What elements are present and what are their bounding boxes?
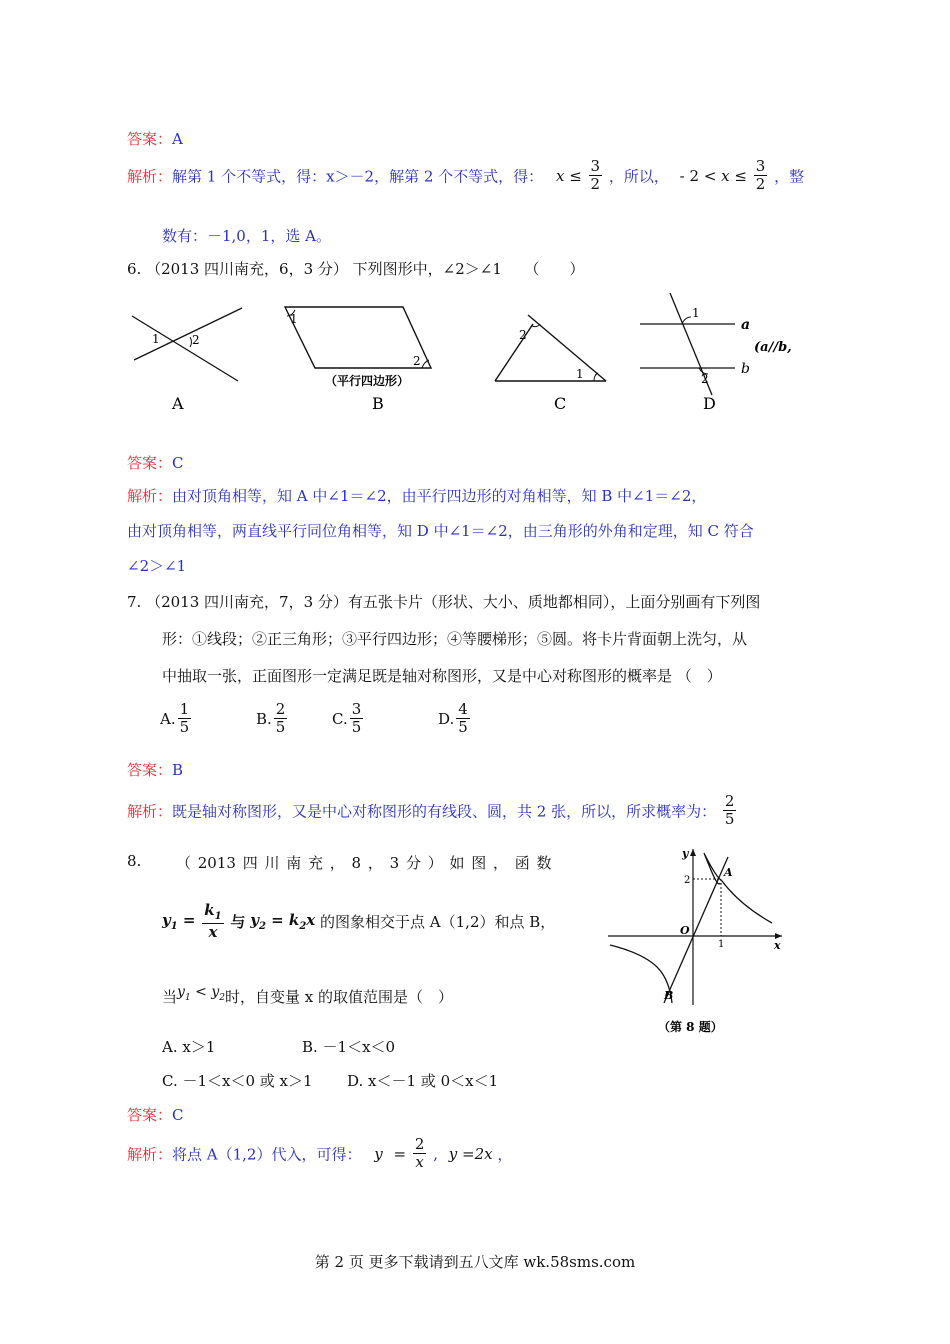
answer-label: 答案：: [127, 761, 173, 779]
q6-analysis-line2: 由对顶角相等，两直线平行同位角相等，知 D 中∠1＝∠2，由三角形的外角和定理，知 C 符合: [127, 522, 754, 540]
fig-label-d: D: [703, 394, 716, 413]
math-x: x ≤: [555, 166, 582, 185]
parallelogram-caption: （平行四边形）: [325, 374, 410, 388]
graph-tick-1: 1: [718, 939, 725, 950]
math-minus2: - 2 <: [679, 166, 717, 185]
graph-caption: （第 8 题）: [658, 1020, 723, 1034]
analysis-text: 既是轴对称图形，又是中心对称图形的有线段、圆，共 2 张，所以，所求概率为：: [172, 802, 717, 821]
q7-option-b: B. $\frac{2}{5}$: [256, 700, 286, 737]
analysis-label: 解析：: [127, 802, 173, 821]
line-b-label: b: [741, 361, 750, 377]
q8-option-b: B. －1＜x＜0: [302, 1038, 396, 1056]
answer-value: B: [172, 761, 184, 779]
analysis-label: 解析：: [127, 167, 173, 186]
q7-answer: [127, 759, 183, 780]
q8-header: （ 2013 四 川 南 充 ， 8 ， 3 分 ） 如 图 ， 函 数: [176, 854, 552, 872]
figure-d: [640, 293, 792, 413]
fig-b-angle2: 2: [413, 354, 421, 368]
q6-analysis-line1: [127, 485, 706, 506]
q8-line2-rest: 的图象相交于点 A（1,2）和点 B，: [320, 912, 556, 931]
q5-analysis: [127, 158, 804, 194]
line-a-label: a: [741, 317, 751, 333]
fig-label-a: A: [172, 394, 184, 413]
q6-question: 6. （2013 四川南充，6，3 分） 下列图形中，∠2＞∠1 （ ）: [127, 260, 585, 278]
q6-figures: [120, 285, 820, 420]
q8-analysis: 解析：将点 A（1,2）代入，可得： y = $\frac{2}{x}$ , y =2x ，: [127, 1135, 513, 1172]
q7-option-d: D. $\frac{4}{5}$: [438, 700, 468, 737]
fig-label-c: C: [554, 394, 567, 413]
graph-origin: O: [680, 924, 690, 937]
fig-c-angle2: 2: [519, 328, 527, 342]
answer-value: A: [172, 130, 183, 148]
q8-option-a: A. x＞1: [162, 1038, 216, 1056]
graph-point-b: B: [664, 989, 674, 1002]
analysis-text: 将点 A（1,2）代入，可得：: [172, 1145, 362, 1164]
q7-analysis: [127, 793, 738, 829]
eq1-fraction: $\frac{2}{x}$: [414, 1135, 425, 1172]
q8-graph: [600, 843, 800, 1043]
analysis-text: 解第 1 个不等式，得：x＞－2，解第 2 个不等式，得：: [172, 167, 544, 186]
analysis-text: 由对顶角相等，知 A 中∠1＝∠2，由平行四边形的对角相等，知 B 中∠1＝∠2，: [172, 487, 707, 505]
parallel-note: (a//b,: [754, 340, 792, 355]
q8-number: 8.: [127, 852, 142, 870]
q7-option-c: C. $\frac{3}{5}$: [332, 700, 362, 737]
page-footer: 第 2 页 更多下载请到五八文库 wk.58sms.com: [314, 1253, 636, 1271]
k1-over-x: $\frac{k_1}{x}$: [204, 901, 222, 941]
fig-label-b: B: [372, 394, 384, 413]
fraction-3-2: $\frac{3}{2}$: [590, 157, 601, 194]
fig-a-angle2: 2: [192, 333, 200, 347]
answer-value: C: [172, 454, 184, 472]
answer-label: 答案：: [127, 454, 173, 472]
graph-y-label: y: [682, 847, 689, 860]
fig-d-angle1: 1: [692, 306, 700, 320]
q6-answer: [127, 452, 184, 473]
fig-d-angle2: 2: [701, 372, 709, 386]
q7-option-a: A. $\frac{1}{5}$: [160, 700, 190, 737]
fraction-3-2b: $\frac{3}{2}$: [755, 157, 766, 194]
q7-line2: 形：①线段；②正三角形；③平行四边形；④等腰梯形；⑤圆。将卡片背面朝上洗匀，从: [162, 630, 748, 648]
fig-a-angle1: 1: [152, 332, 160, 346]
q5-answer: [127, 128, 183, 149]
q8-option-d: D. x＜－1 或 0＜x＜1: [347, 1072, 499, 1090]
q8-line3-rest: 时，自变量 x 的取值范围是（ ）: [224, 988, 453, 1006]
q7-line1: 7. （2013 四川南充，7，3 分）有五张卡片（形状、大小、质地都相同），上面分别画有下列图: [127, 593, 761, 611]
answer-label: 答案：: [127, 130, 173, 148]
prob-fraction: $\frac{2}{5}$: [724, 792, 735, 829]
q8-option-c: C. －1＜x＜0 或 x＞1: [162, 1072, 313, 1090]
answer-label: 答案：: [127, 1106, 173, 1124]
graph-x-label: x: [774, 939, 781, 952]
fig-c-angle1: 1: [576, 367, 584, 381]
q7-line3: 中抽取一张，正面图形一定满足既是轴对称图形，又是中心对称图形的概率是 （ ）: [162, 667, 722, 685]
graph-tick-2: 2: [684, 875, 691, 886]
figure-a: [132, 308, 242, 413]
q8-answer: [127, 1104, 184, 1125]
q8-line2: $y_1$ = $\frac{k_1}{x}$ 与 $y_2 = k_2x$ 的图象相交于点 A（1,2）和点 B，: [162, 901, 556, 941]
fig-b-angle1: 1: [290, 312, 298, 326]
answer-value: C: [172, 1106, 184, 1124]
so-text: ，所以，: [608, 167, 669, 186]
figure-c: [495, 315, 606, 413]
figure-b: [285, 307, 431, 413]
q8-line3: 当$y_1 < y_2$时，自变量 x 的取值范围是（ ）: [162, 984, 453, 1006]
analysis-label: 解析：: [127, 487, 173, 505]
math-x2: x ≤: [721, 166, 747, 185]
graph-point-a: A: [724, 866, 733, 879]
analysis-label: 解析：: [127, 1145, 173, 1164]
int-word: ，整: [774, 167, 805, 186]
eq2: y =2x: [448, 1144, 493, 1163]
q5-analysis-line2: 数有：－1,0，1，选 A。: [162, 227, 331, 245]
q6-analysis-line3: ∠2＞∠1: [127, 557, 187, 575]
